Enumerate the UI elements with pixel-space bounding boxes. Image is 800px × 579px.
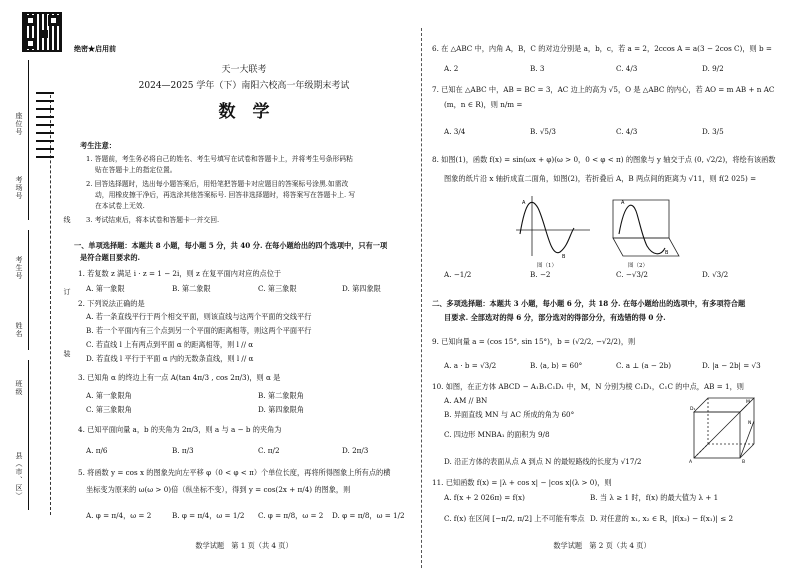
exam-title: 2024—2025 学年（下）南阳六校高一年级期末考试 — [138, 81, 350, 91]
org-name: 天一大联考 — [221, 65, 267, 75]
q3-option-a: A. 第一象限角 — [86, 391, 132, 400]
q7-option-a: A. 3/4 — [444, 127, 466, 136]
margin-bar — [36, 108, 54, 110]
q1-option-a: A. 第一象限 — [86, 284, 125, 293]
q2-stem: 2. 下列说法正确的是 — [78, 299, 145, 308]
q10-option-d: D. 沿正方体的表面从点 A 到点 N 的最短路线的长度为 √17/2 — [444, 457, 642, 466]
margin-bar — [36, 124, 54, 126]
q5-option-b: B. φ = π/4，ω = 1/2 — [172, 511, 245, 520]
seal-mark-ding: 订 — [63, 288, 71, 296]
q1-option-c: C. 第三象限 — [258, 284, 297, 293]
q8-option-a: A. −1/2 — [444, 270, 472, 279]
figure-1-caption: 图（1） — [537, 263, 557, 269]
subject-title: 数 学 — [218, 102, 270, 122]
q1-stem: 1. 若复数 z 满足 i · z = 1 − 2i，则 z 在复平面内对应的点位于 — [78, 269, 282, 278]
q6-option-c: C. 4/3 — [616, 64, 638, 73]
q9-option-a: A. a · b = √3/2 — [444, 361, 497, 370]
notice-line: 1. 答题前，考生务必将自己的姓名、考生号填写在试卷和答题卡上，并将考生号条形码粘 — [86, 155, 353, 163]
q6-option-a: A. 2 — [444, 64, 459, 73]
svg-text:B: B — [742, 460, 746, 464]
q2-option-b: B. 若一个平面内有三个点到另一个平面的距离相等，则这两个平面平行 — [86, 326, 312, 335]
cube-figure — [688, 394, 758, 464]
q3-option-d: D. 第四象限角 — [258, 405, 305, 414]
q10-option-a: A. AM // BN — [444, 396, 488, 405]
q8-stem-cont: 图象的纸片沿 x 轴折成直二面角，如图(2)，若折叠后 A，B 两点间的距离为 √11，则 f(2 025) = — [444, 174, 757, 183]
margin-bar — [36, 140, 54, 142]
margin-bar — [36, 148, 54, 150]
section1-heading: 一、单项选择题：本题共 8 小题，每小题 5 分，共 40 分. 在每小题给出的四个选项中，只有一项 — [74, 241, 388, 250]
class-label: 班级 — [15, 380, 23, 396]
svg-text:M: M — [746, 400, 750, 405]
q9-option-c: C. a ⊥ (a − 2b) — [616, 361, 672, 370]
q8-option-c: C. −√3/2 — [616, 270, 648, 279]
q5-stem-cont: 坐标变为原来的 ω(ω > 0)倍（纵坐标不变），得到 y = cos(2x + π/4) 的图象，则 — [86, 485, 351, 494]
field-line — [28, 60, 29, 220]
svg-text:B: B — [562, 254, 566, 260]
margin-bar — [36, 132, 54, 134]
q7-option-c: C. 4/3 — [616, 127, 638, 136]
q3-option-c: C. 第三象限角 — [86, 405, 132, 414]
q6-option-b: B. 3 — [530, 64, 545, 73]
q9-option-b: B. ⟨a, b⟩ = 60° — [530, 361, 583, 370]
q11-option-b: B. 当 λ ≥ 1 时，f(x) 的最大值为 λ + 1 — [590, 493, 719, 502]
section2-heading-cont: 目要求. 全部选对的得 6 分，部分选对的得部分分，有选错的得 0 分. — [444, 313, 666, 322]
q2-option-c: C. 若直线 l 上有两点到平面 α 的距离相等，则 l // α — [86, 340, 254, 349]
name-label: 姓名 — [15, 322, 23, 338]
q11-option-d: D. 对任意的 x₁, x₂ ∈ R，|f(x₂) − f(x₁)| ≤ 2 — [590, 514, 734, 523]
q5-option-d: D. φ = π/8，ω = 1/2 — [332, 511, 405, 520]
q9-stem: 9. 已知向量 a = (cos 15°, sin 15°)，b = (√2/2, −√2/2)，则 — [432, 337, 636, 346]
field-line — [28, 360, 29, 510]
q4-option-c: C. π/2 — [258, 446, 280, 455]
page-footer-left: 数学试题 第 1 页（共 4 页） — [195, 541, 293, 550]
q6-option-d: D. 9/2 — [702, 64, 724, 73]
q11-stem: 11. 已知函数 f(x) = |λ + cos x| − |cos x|(λ > 0)，则 — [432, 478, 612, 487]
q5-option-a: A. φ = π/4，ω = 2 — [86, 511, 152, 520]
q5-option-c: C. φ = π/8，ω = 2 — [258, 511, 324, 520]
q8-option-d: D. √3/2 — [702, 270, 729, 279]
q1-option-b: B. 第二象限 — [172, 284, 211, 293]
q2-option-a: A. 若一条直线平行于两个相交平面，则该直线与这两个平面的交线平行 — [86, 312, 312, 321]
q11-option-a: A. f(x + 2 026π) = f(x) — [444, 493, 525, 502]
q4-option-d: D. 2π/3 — [342, 446, 369, 455]
svg-text:A: A — [522, 200, 526, 206]
q7-option-b: B. √5/3 — [530, 127, 556, 136]
notice-line: 贴在答题卡上的指定位置。 — [95, 166, 177, 174]
margin-bar — [36, 92, 54, 94]
margin-bar — [36, 100, 54, 102]
q5-stem: 5. 将函数 y = cos x 的图象先向左平移 φ（0 < φ < π）个单位长度，再将所得图象上所有点的横 — [78, 468, 391, 477]
page-divider — [421, 28, 422, 568]
svg-text:N: N — [748, 421, 752, 426]
q2-option-d: D. 若直线 l 平行于平面 α 内的无数条直线，则 l // α — [86, 354, 254, 363]
q10-stem: 10. 如图，在正方体 ABCD − A₁B₁C₁D₁ 中，M，N 分别为棱 C₁D₁，C₁C 的中点，AB = 1，则 — [432, 382, 744, 391]
q6-stem: 6. 在 △ABC 中，内角 A，B，C 的对边分别是 a，b，c，若 a = 2，2ccos A = a(3 − 2cos C)，则 b = — [432, 44, 772, 53]
notice-title: 考生注意： — [80, 141, 116, 150]
figure-2-folded-graph — [603, 194, 683, 262]
q7-option-d: D. 3/5 — [702, 127, 724, 136]
seat-number-label: 座位号 — [15, 112, 23, 136]
q4-option-a: A. π/6 — [86, 446, 108, 455]
student-id-label: 考生号 — [15, 256, 23, 280]
q4-option-b: B. π/3 — [172, 446, 194, 455]
section2-heading: 二、多项选择题：本题共 3 小题，每小题 6 分，共 18 分. 在每小题给出的选项中，有多项符合题 — [432, 299, 746, 308]
notice-line: 3. 考试结束后，将本试卷和答题卡一并交回. — [86, 216, 220, 224]
figure-1-sine-graph — [512, 194, 592, 262]
exam-room-label: 考场号 — [15, 176, 23, 200]
notice-line: 2. 回答选择题时，选出每小题答案后，用铅笔把答题卡对应题目的答案标号涂黑.如需改 — [86, 180, 349, 188]
q4-stem: 4. 已知平面向量 a，b 的夹角为 2π/3，则 a 与 a − b 的夹角为 — [78, 425, 282, 434]
notice-line: 动，用橡皮擦干净后，再选涂其他答案标号. 回答非选择题时，将答案写在答题卡上. 写 — [95, 191, 356, 199]
notice-line: 在本试卷上无效. — [95, 202, 145, 210]
q7-stem: 7. 已知在 △ABC 中，AB = BC = 3，AC 边上的高为 √5，O 是 △ABC 的内心，若 AO = m AB + n AC — [432, 85, 775, 94]
figure-2-caption: 图（2） — [628, 263, 648, 269]
q10-option-c: C. 四边形 MNBA₁ 的面积为 9/8 — [444, 430, 550, 439]
section1-heading-cont: 是符合题目要求的. — [80, 253, 141, 262]
seal-mark-xian: 线 — [63, 216, 71, 224]
margin-bar — [36, 116, 54, 118]
q8-stem: 8. 如图(1)，函数 f(x) = sin(ωx + φ)(ω > 0，0 < φ < π) 的图象与 y 轴交于点 (0, √2/2)，将绘有该函数 — [432, 155, 776, 164]
svg-text:D₁: D₁ — [690, 407, 696, 412]
svg-text:A: A — [689, 460, 693, 464]
margin-bar — [36, 156, 54, 158]
seal-mark-zhuang: 装 — [63, 350, 71, 358]
page-footer-right: 数学试题 第 2 页（共 4 页） — [553, 541, 651, 550]
q8-option-b: B. −2 — [530, 270, 551, 279]
secret-label: 绝密★启用前 — [74, 44, 116, 53]
field-line — [28, 230, 29, 350]
q7-stem-cont: (m，n ∈ R)，则 n/m = — [444, 100, 523, 109]
county-label: 县（市、区） — [15, 452, 23, 500]
q11-option-c: C. f(x) 在区间 [−π/2, π/2] 上不可能有零点 — [444, 514, 585, 523]
q10-option-b: B. 异面直线 MN 与 AC 所成的角为 60° — [444, 410, 575, 419]
q9-option-d: D. |a − 2b| = √3 — [702, 361, 761, 370]
q3-stem: 3. 已知角 α 的终边上有一点 A(tan 4π/3 , cos 2π/3)，则 α 是 — [78, 373, 281, 382]
svg-text:B: B — [665, 250, 669, 256]
q1-option-d: D. 第四象限 — [342, 284, 381, 293]
svg-text:A: A — [621, 200, 625, 206]
qr-code — [22, 12, 62, 52]
q3-option-b: B. 第二象限角 — [258, 391, 304, 400]
seal-line — [50, 95, 51, 515]
